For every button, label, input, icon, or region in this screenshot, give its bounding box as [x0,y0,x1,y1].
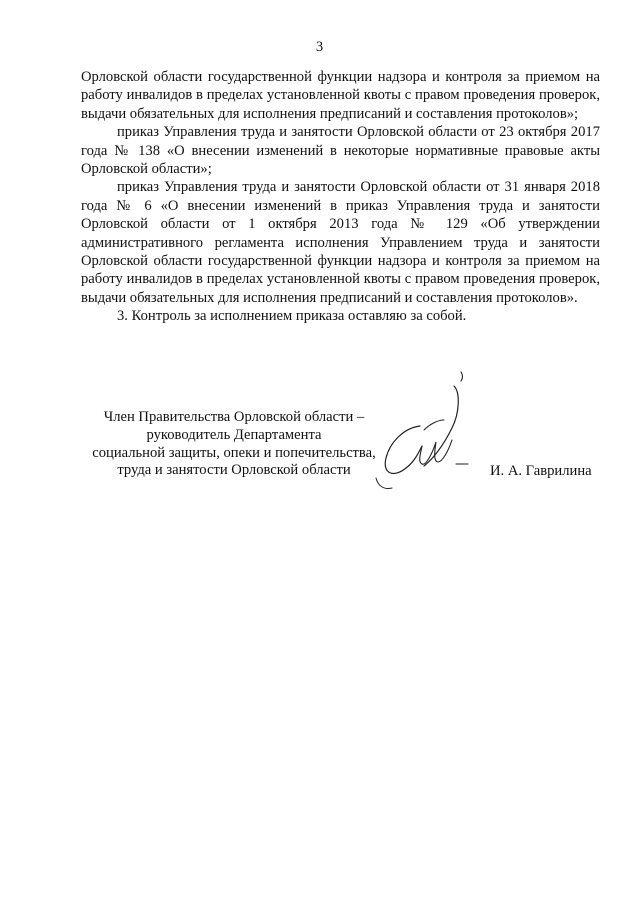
signatory-position [84,409,384,480]
position-line: Член Правительства Орловской области – [103,409,365,425]
paragraph-order-138: приказ Управления труда и занятости Орловской области от 23 октября 2017 года № 138 «О внесении изменений в некоторые нормативные правовые акты Орловской области»; [81,124,600,178]
paragraph-continuation: Орловской области государственной функции надзора и контроля за приемом на работу инвалидов в пределах установленной квоты с правом проведения проверок, выдачи обязательных для исполнения предписаний и составления протоколов»; [81,69,600,122]
position-line: социальной защиты, опеки и попечительства, [92,444,376,461]
position-line: труда и занятости Орловской области [117,462,351,479]
position-line: руководитель Департамента [146,426,322,443]
paragraph-control-clause: 3. Контроль за исполнением приказа оставляю за собой. [117,308,467,325]
document-body [81,68,600,326]
signer-name: И. А. Гаврилина [490,463,592,479]
handwritten-signature [364,366,474,496]
page-number: 3 [315,39,324,55]
paragraph-order-6: приказ Управления труда и занятости Орловской области от 31 января 2018 года № 6 «О внесении изменений в приказ Управления труда и занятости Орловской области от 1 октября 2013 года № 129 «Об утверждении административного регламента исполнения Управлением труда и занятости Орловской области государственной функции надзора и контроля за приемом на работу инвалидов в пределах установленной квоты с правом проведения проверок, выдачи обязательных для исполнения предписаний и составления протоколов». [81,179,600,306]
